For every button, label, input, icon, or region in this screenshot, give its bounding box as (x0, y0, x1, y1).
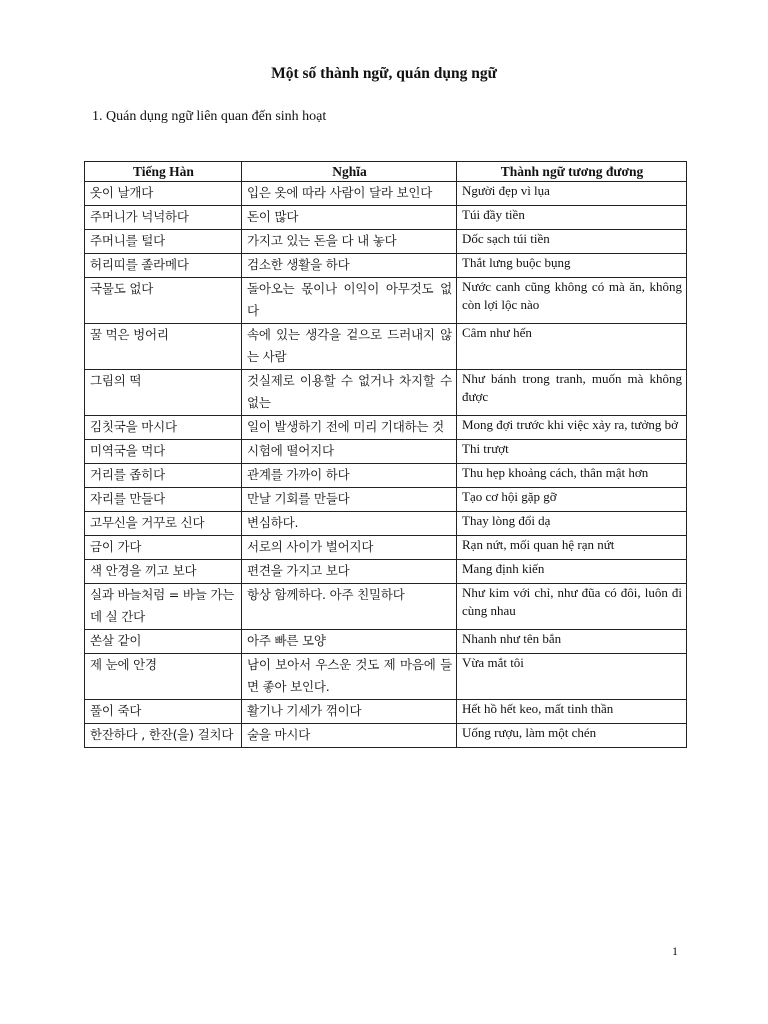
table-row (85, 560, 687, 584)
korean-cell: 쏜살 같이 (85, 630, 242, 654)
equivalent-cell: Mang định kiến (457, 560, 687, 584)
table-row (85, 324, 687, 370)
meaning-cell: 관계를 가까이 하다 (242, 464, 457, 488)
table-row (85, 584, 687, 630)
korean-cell: 금이 가다 (85, 536, 242, 560)
meaning-cell: 항상 함께하다. 아주 친밀하다 (242, 584, 457, 630)
meaning-cell: 가지고 있는 돈을 다 내 놓다 (242, 230, 457, 254)
table-row (85, 440, 687, 464)
equivalent-cell: Rạn nứt, mối quan hệ rạn nứt (457, 536, 687, 560)
header-equivalent: Thành ngữ tương đương (457, 162, 687, 182)
meaning-cell: 남이 보아서 우스운 것도 제 마음에 들면 좋아 보인다. (242, 654, 457, 700)
meaning-cell: 입은 옷에 따라 사람이 달라 보인다 (242, 182, 457, 206)
korean-cell: 한잔하다 , 한잔(을) 걸치다 (85, 724, 242, 748)
equivalent-cell: Người đẹp vì lụa (457, 182, 687, 206)
korean-cell: 색 안경을 끼고 보다 (85, 560, 242, 584)
meaning-cell: 속에 있는 생각을 겉으로 드러내지 않는 사람 (242, 324, 457, 370)
equivalent-cell: Như bánh trong tranh, muốn mà không được (457, 370, 687, 416)
equivalent-cell: Như kim với chỉ, như đũa có đôi, luôn đi cùng nhau (457, 584, 687, 630)
equivalent-cell: Tạo cơ hội gặp gỡ (457, 488, 687, 512)
equivalent-cell: Nhanh như tên bắn (457, 630, 687, 654)
meaning-cell: 변심하다. (242, 512, 457, 536)
equivalent-cell: Câm như hến (457, 324, 687, 370)
korean-cell: 김칫국을 마시다 (85, 416, 242, 440)
meaning-cell: 술을 마시다 (242, 724, 457, 748)
equivalent-cell: Uống rượu, làm một chén (457, 724, 687, 748)
korean-cell: 주머니가 넉넉하다 (85, 206, 242, 230)
meaning-cell: 돈이 많다 (242, 206, 457, 230)
meaning-cell: 돌아오는 몫이나 이익이 아무것도 없다 (242, 278, 457, 324)
meaning-cell: 시험에 떨어지다 (242, 440, 457, 464)
page-number: 1 (672, 944, 678, 958)
header-meaning: Nghĩa (242, 162, 457, 182)
table-row (85, 654, 687, 700)
page-title: Một số thành ngữ, quán dụng ngữ (271, 65, 497, 82)
table-row (85, 724, 687, 748)
korean-cell: 그림의 떡 (85, 370, 242, 416)
korean-cell: 제 눈에 안경 (85, 654, 242, 700)
table-row (85, 464, 687, 488)
table-row (85, 182, 687, 206)
meaning-cell: 활기나 기세가 꺾이다 (242, 700, 457, 724)
meaning-cell: 검소한 생활을 하다 (242, 254, 457, 278)
header-korean: Tiếng Hàn (85, 162, 242, 182)
section-heading: 1. Quán dụng ngữ liên quan đến sinh hoạt (92, 109, 327, 124)
equivalent-cell: Mong đợi trước khi việc xảy ra, tưởng bở (457, 416, 687, 440)
korean-cell: 허리띠를 졸라메다 (85, 254, 242, 278)
meaning-cell: 편견을 가지고 보다 (242, 560, 457, 584)
korean-cell: 국물도 없다 (85, 278, 242, 324)
equivalent-cell: Hết hồ hết keo, mất tinh thần (457, 700, 687, 724)
korean-cell: 미역국을 먹다 (85, 440, 242, 464)
equivalent-cell: Thi trượt (457, 440, 687, 464)
table-row (85, 630, 687, 654)
equivalent-cell: Túi đầy tiền (457, 206, 687, 230)
equivalent-cell: Vừa mắt tôi (457, 654, 687, 700)
meaning-cell: 만날 기회를 만들다 (242, 488, 457, 512)
table-row (85, 278, 687, 324)
korean-cell: 풀이 죽다 (85, 700, 242, 724)
table-row (85, 488, 687, 512)
equivalent-cell: Thắt lưng buộc bụng (457, 254, 687, 278)
table-row (85, 230, 687, 254)
table-row (85, 416, 687, 440)
equivalent-cell: Thay lòng đổi dạ (457, 512, 687, 536)
korean-cell: 주머니를 털다 (85, 230, 242, 254)
meaning-cell: 서로의 사이가 벌어지다 (242, 536, 457, 560)
meaning-cell: 일이 발생하기 전에 미리 기대하는 것 (242, 416, 457, 440)
table-row (85, 206, 687, 230)
table-row (85, 370, 687, 416)
korean-cell: 고무신을 거꾸로 신다 (85, 512, 242, 536)
table-row (85, 512, 687, 536)
meaning-cell: 것실제로 이용할 수 없거나 차지할 수 없는 (242, 370, 457, 416)
korean-cell: 꿀 먹은 벙어리 (85, 324, 242, 370)
table-header-row (85, 162, 687, 182)
table-row (85, 700, 687, 724)
meaning-cell: 아주 빠른 모양 (242, 630, 457, 654)
korean-cell: 옷이 날개다 (85, 182, 242, 206)
korean-cell: 거리를 좁히다 (85, 464, 242, 488)
equivalent-cell: Nước canh cũng không có mà ăn, không còn lợi lộc nào (457, 278, 687, 324)
korean-cell: 실과 바늘처럼 = 바늘 가는 데 실 간다 (85, 584, 242, 630)
equivalent-cell: Dốc sạch túi tiền (457, 230, 687, 254)
korean-cell: 자리를 만들다 (85, 488, 242, 512)
equivalent-cell: Thu hẹp khoảng cách, thân mật hơn (457, 464, 687, 488)
table-row (85, 536, 687, 560)
table-row (85, 254, 687, 278)
idioms-table (84, 161, 687, 748)
